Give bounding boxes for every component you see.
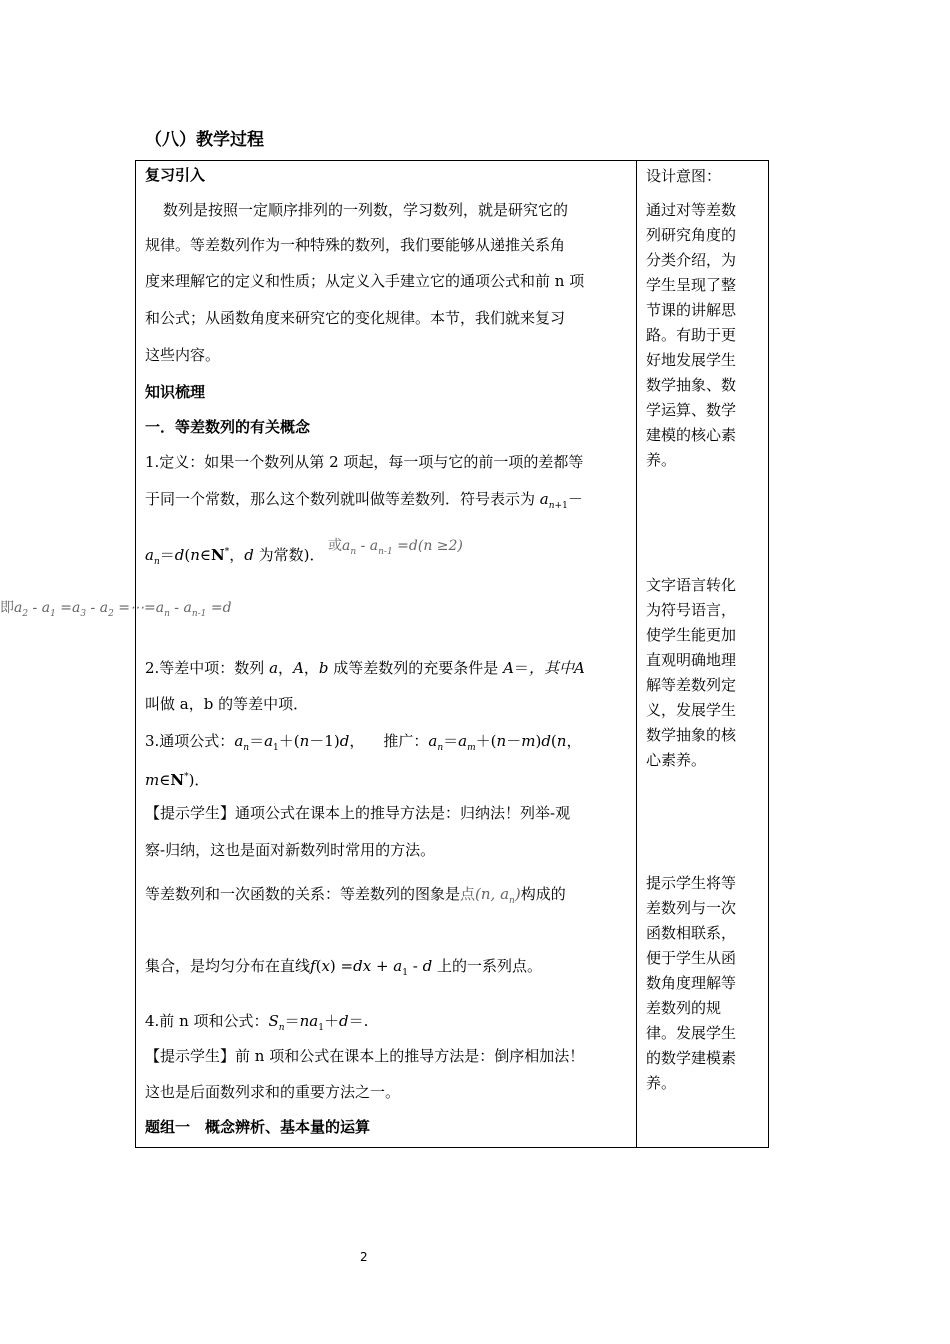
knowledge-title: 知识梳理	[145, 383, 206, 401]
page-number: 2	[360, 1250, 368, 1264]
side-1-line-9: 好地发展学生	[646, 351, 737, 369]
middle-term-line-2: 叫做 a，b 的等差中项．	[145, 695, 309, 713]
side-1-line-8: 路。有助于更	[646, 326, 737, 344]
hint-2-line-1: 【提示学生】前 n 项和公式在课本上的推导方法是：倒序相加法！	[145, 1047, 585, 1065]
side-2-line-4: 直观明确地理	[646, 651, 737, 669]
review-line-1: 数列是按照一定顺序排列的一列数，学习数列，就是研究它的	[163, 201, 569, 219]
column-divider	[636, 160, 637, 1148]
general-formula-extend: 推广：	[383, 732, 429, 750]
review-line-4: 和公式；从函数角度来研究它的变化规律。本节，我们就来复习	[145, 309, 566, 327]
recursive-formula: 或$a_n - a_{n-1} =d(n \ge 2)$	[328, 538, 463, 557]
side-2-line-8: 心素养。	[646, 751, 707, 769]
concept-title: 一．等差数列的有关概念	[145, 418, 311, 436]
relation-text-d: 上的一系列点。	[436, 957, 542, 975]
side-3-line-5: 数角度理解等	[646, 974, 737, 992]
middle-term-label: 2.等差中项：数列	[145, 659, 270, 677]
review-line-5: 这些内容。	[145, 346, 221, 364]
hint-2-line-2: 这也是后面数列求和的重要方法之一。	[145, 1083, 401, 1101]
definition-line-2-text: 于同一个常数，那么这个数列就叫做等差数列．符号表示为	[145, 490, 540, 508]
side-1-line-5: 分类介绍，为	[646, 251, 737, 269]
side-3-line-8: 的数学建模素	[646, 1049, 737, 1067]
side-3-line-9: 养。	[646, 1074, 677, 1092]
or-label: 或	[328, 538, 342, 554]
hint-1-line-2: 察-归纳，这也是面对新数列时常用的方法。	[145, 841, 436, 859]
side-1-line-11: 学运算、数学	[646, 401, 737, 419]
side-2-line-3: 使学生能更加	[646, 626, 737, 644]
sum-formula-label: 4.前 n 项和公式：	[145, 1012, 269, 1030]
definition-tail: 为常数)．	[258, 546, 325, 564]
side-2-line-2: 为符号语言，	[646, 601, 737, 619]
side-2-line-1: 文字语言转化	[646, 576, 737, 594]
group-1-title: 题组一 概念辨析、基本量的运算	[145, 1118, 371, 1136]
general-formula-label: 3.通项公式：	[145, 732, 235, 750]
side-2-line-5: 解等差数列定	[646, 676, 737, 694]
side-1-line-13: 养。	[646, 451, 677, 469]
side-1-line-3: 通过对等差数	[646, 201, 737, 219]
side-3-line-3: 函数相联系，	[646, 924, 737, 942]
side-3-line-6: 差数列的规	[646, 999, 722, 1017]
side-1-line-6: 学生呈现了整	[646, 276, 737, 294]
side-3-line-2: 差数列与一次	[646, 899, 737, 917]
side-3-line-7: 律。发展学生	[646, 1024, 737, 1042]
hint-1-line-1: 【提示学生】通项公式在课本上的推导方法是：归纳法！列举-观	[145, 804, 571, 822]
difference-chain: 即$a_2 - a_1 =a_3 - a_2$ $=\cdots=a_n - a_{n-1} =d$	[0, 600, 232, 619]
middle-term-which: ，其中	[528, 659, 574, 677]
definition-line-3: $a_n=d(n\in N^*$，d 为常数)．	[145, 546, 325, 567]
side-1-line-1: 设计意图：	[646, 167, 722, 185]
side-1-line-7: 节课的讲解思	[646, 301, 737, 319]
relation-text-c: 集合，是均匀分布在直线	[145, 957, 311, 975]
general-formula-line-2: m∈N*)．	[145, 771, 210, 789]
sum-formula-line: 4.前 n 项和公式：$S_n=na_1+d=$.	[145, 1012, 369, 1033]
relation-line-2: 集合，是均匀分布在直线$f(x) =dx + a_1 - d$ 上的一系列点。	[145, 957, 542, 978]
review-title: 复习引入	[145, 166, 206, 184]
side-3-line-1: 提示学生将等	[646, 874, 737, 892]
side-1-line-4: 列研究角度的	[646, 226, 737, 244]
namely-label: 即	[0, 600, 14, 616]
side-1-line-10: 数学抽象、数	[646, 376, 737, 394]
side-1-line-12: 建模的核心素	[646, 426, 737, 444]
relation-text-a: 等差数列和一次函数的关系：等差数列的图象是	[145, 885, 461, 903]
side-3-line-4: 便于学生从函	[646, 949, 737, 967]
definition-line-1: 1.定义：如果一个数列从第 2 项起，每一项与它的前一项的差都等	[145, 453, 584, 471]
side-2-line-6: 义，发展学生	[646, 701, 737, 719]
review-line-2: 规律。等差数列作为一种特殊的数列，我们要能够从递推关系角	[145, 236, 566, 254]
definition-line-2: 于同一个常数，那么这个数列就叫做等差数列．符号表示为 $a_{n+1}-$	[145, 490, 583, 511]
middle-term-line-1: 2.等差中项：数列 a，A，b 成等差数列的充要条件是 A＝，其中A	[145, 659, 585, 677]
relation-text-b: 构成的	[520, 885, 566, 903]
side-2-line-7: 数学抽象的核	[646, 726, 737, 744]
review-line-3: 度来理解它的定义和性质；从定义入手建立它的通项公式和前 n 项	[145, 272, 585, 290]
relation-line-1: 等差数列和一次函数的关系：等差数列的图象是点(n, $a_n$)构成的	[145, 885, 566, 906]
general-formula-line: 3.通项公式：$a_n=a_1+(n-1)d$， 推广：$a_n=a_m+(n-m)d(n$，	[145, 732, 582, 753]
middle-term-condition: 成等差数列的充要条件是	[328, 659, 504, 677]
dot-label: 点	[460, 885, 476, 903]
section-heading: （八）教学过程	[145, 130, 264, 150]
